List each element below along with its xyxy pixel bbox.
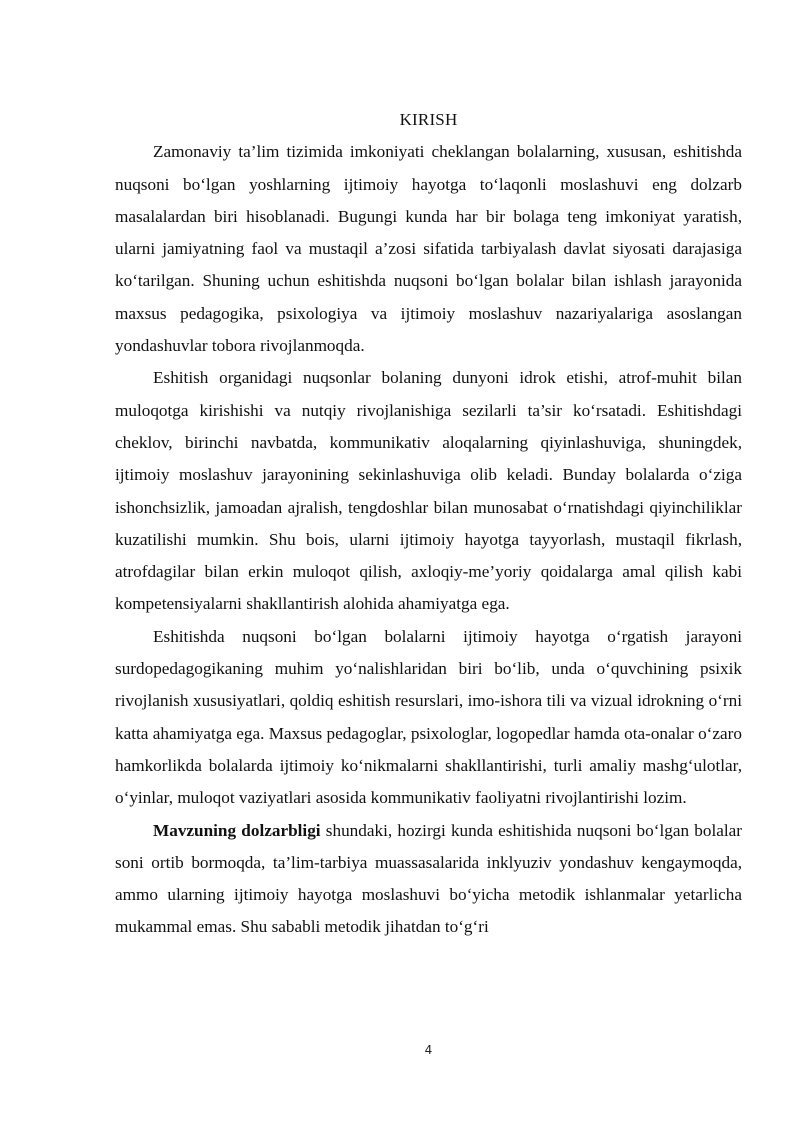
paragraph-4-text: shundaki, hozirgi kunda eshitishida nuqsoni bo‘lgan bolalar soni ortib bormoqda, ta’lim-tarbiya muassasalarida inklyuziv yondashuv kengaymoqda, ammo ularning ijtimoiy hayotga moslashuvi bo‘yicha metodik ishlanmalar yetarlicha mukammal emas. Shu sababli metodik jihatdan to‘g‘ri [115,820,742,937]
section-heading: KIRISH [399,110,458,129]
relevance-lead: Mavzuning dolzarbligi [153,820,321,840]
paragraph-2: Eshitish organidagi nuqsonlar bolaning dunyoni idrok etishi, atrof-muhit bilan muloqotga kirishishi va nutqiy rivojlanishiga sezilarli ta’sir ko‘rsatadi. Eshitishdagi cheklov, birinchi navbatda, kommunikativ aloqalarning qiyinlashuviga, shuningdek, ijtimoiy moslashuv jarayonining sekinlashuviga olib keladi. Bunday bolalarda o‘ziga ishonchsizlik, jamoadan ajralish, tengdoshlar bilan munosabat o‘rnatishdagi qiyinchiliklar kuzatilishi mumkin. Shu bois, ularni ijtimoiy hayotga tayyorlash, mustaqil fikrlash, atrofdagilar bilan erkin muloqot qilish, axloqiy-me’yoriy qoidalarga amal qilish kabi kompetensiyalarni shakllantirish alohida ahamiyatga ega. [115,368,742,614]
document-page [115,104,742,944]
paragraph-1: Zamonaviy ta’lim tizimida imkoniyati cheklangan bolalarning, xususan, eshitishda nuqsoni bo‘lgan yoshlarning ijtimoiy hayotga to‘laqonli moslashuvi eng dolzarb masalalardan biri hisoblanadi. Bugungi kunda har bir bolaga teng imkoniyat yaratish, ularni jamiyatning faol va mustaqil a’zosi sifatida tarbiyalash davlat siyosati darajasiga ko‘tarilgan. Shuning uchun eshitishda nuqsoni bo‘lgan bolalar bilan ishlash jarayonida maxsus pedagogika, psixologiya va ijtimoiy moslashuv nazariyalariga asoslangan yondashuvlar tobora rivojlanmoqda. [115,142,742,356]
paragraph-4 [115,815,742,944]
page-number: 4 [424,1043,433,1057]
paragraph-3: Eshitishda nuqsoni bo‘lgan bolalarni ijtimoiy hayotga o‘rgatish jarayoni surdopedagogikaning muhim yo‘nalishlaridan biri bo‘lib, unda o‘quvchining psixik rivojlanish xususiyatlari, qoldiq eshitish resurslari, imo-ishora tili va vizual idrokning o‘rni katta ahamiyatga ega. Maxsus pedagoglar, psixologlar, logopedlar hamda ota-onalar o‘zaro hamkorlikda bolalarda ijtimoiy ko‘nikmalarni shakllantirishi, turli amaliy mashg‘ulotlar, o‘yinlar, muloqot vaziyatlari asosida kommunikativ faoliyatni rivojlantirishi lozim. [115,626,742,808]
